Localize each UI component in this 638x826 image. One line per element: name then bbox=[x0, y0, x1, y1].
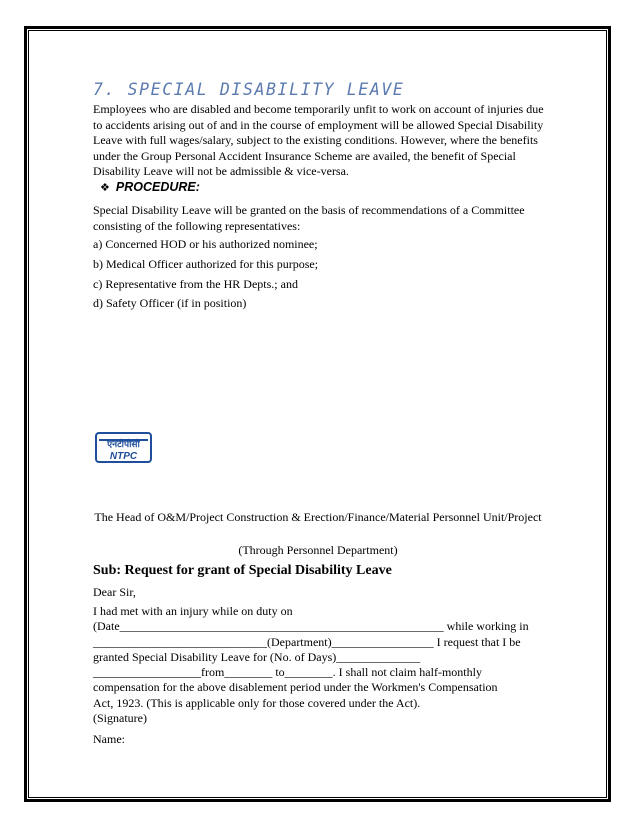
logo-hindi-text: एनटीपीसी bbox=[107, 440, 140, 450]
ntpc-logo bbox=[95, 432, 152, 463]
signature-label: (Signature) bbox=[93, 711, 147, 725]
committee-item: b) Medical Officer authorized for this purpose; bbox=[93, 257, 319, 271]
addressee-line-through: (Through Personnel Department) bbox=[238, 543, 398, 557]
committee-item: d) Safety Officer (if in position) bbox=[93, 296, 247, 310]
letter-line: _____________________________(Department)_________________ I request that I be bbox=[93, 634, 521, 649]
committee-item: a) Concerned HOD or his authorized nominee; bbox=[93, 237, 318, 251]
letter-line: __________________from________ to________. I shall not claim half-monthly bbox=[93, 665, 482, 680]
letter-subject: Sub: Request for grant of Special Disability Leave bbox=[93, 563, 392, 578]
letter-line: granted Special Disability Leave for (No. of Days)______________ bbox=[93, 649, 421, 664]
committee-item: c) Representative from the HR Depts.; and bbox=[93, 277, 298, 291]
diamond-bullet-icon: ❖ bbox=[100, 182, 110, 194]
letter-line: (Date______________________________________________________ while working in bbox=[93, 619, 529, 634]
section-title: 7. SPECIAL DISABILITY LEAVE bbox=[93, 80, 405, 99]
name-label: Name: bbox=[93, 732, 125, 746]
procedure-heading-row bbox=[100, 180, 200, 194]
logo-english-text: NTPC bbox=[109, 451, 138, 462]
letter-line: I had met with an injury while on duty on bbox=[93, 604, 293, 618]
letter-line: compensation for the above disablement period under the Workmen's Compensation bbox=[93, 680, 498, 695]
intro-paragraph: Employees who are disabled and become temporarily unfit to work on account of injuries due to accidents arising out of and in the course of employment will be allowed Special Disability Leave with full wages/salary, subject to the existing conditions. However, where the benefits under the Group Personal Accident Insurance Scheme are availed, the benefit of Special Disability Leave will not be admissible & vice-versa. bbox=[93, 102, 544, 178]
procedure-heading: PROCEDURE: bbox=[115, 180, 200, 194]
addressee-line: The Head of O&M/Project Construction & Erection/Finance/Material Personnel Unit/Project bbox=[94, 510, 542, 524]
letter-line: Act, 1923. (This is applicable only for those covered under the Act). bbox=[93, 695, 421, 710]
salutation: Dear Sir, bbox=[93, 585, 136, 599]
procedure-paragraph: Special Disability Leave will be granted on the basis of recommendations of a Committee consisting of the following representatives: bbox=[93, 203, 525, 233]
letter-body bbox=[93, 604, 543, 711]
